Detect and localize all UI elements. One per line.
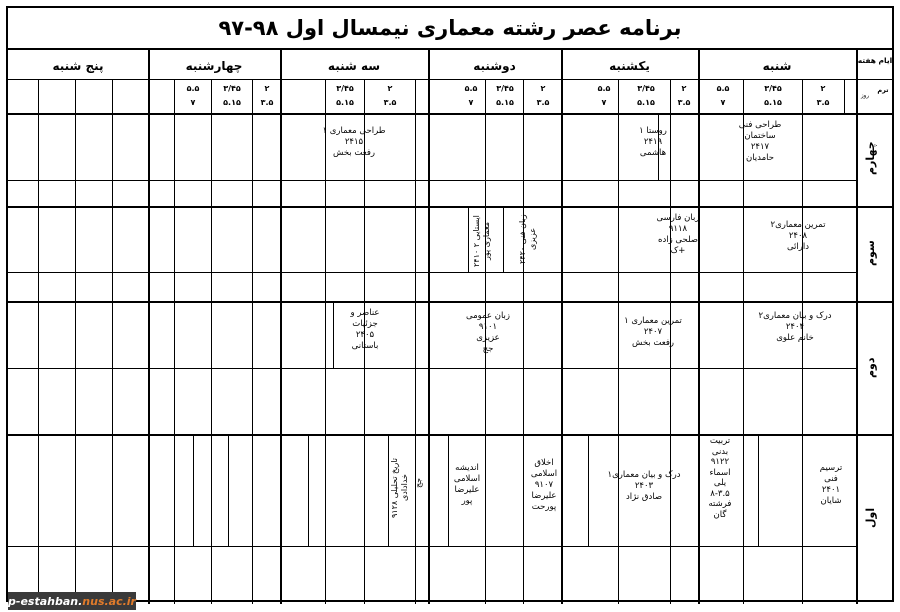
grid-line — [503, 206, 504, 272]
course-cell: ایستایی ۲ ۲۴۱۰ معماری پور — [472, 215, 491, 267]
time-start: ۲ — [540, 84, 546, 93]
course-cell: اخلاق اسلامی ۹۱۰۷ علیرضا پورحت — [530, 458, 558, 512]
course-cell: درک و بیان معماری۱ ۲۴۰۳ صادق نژاد — [607, 470, 681, 502]
day-saturday: شنبه — [762, 59, 792, 73]
grid-line — [698, 48, 700, 604]
day-monday: دوشنبه — [473, 59, 516, 73]
grid-line — [211, 79, 212, 604]
term-1-label: اول — [864, 507, 877, 529]
grid-line — [280, 48, 282, 604]
course-cell: اندیشه اسلامی علیرضا پور — [453, 463, 481, 506]
time-end: ۳.۵ — [536, 98, 550, 107]
time-end: ۳.۵ — [383, 98, 397, 107]
course-cell: زبان عمومی ۹۱۰۱ عزیزی جج — [465, 311, 511, 354]
time-label: ترم — [877, 86, 889, 94]
time-end: ۳.۵ — [260, 98, 274, 107]
time-end: ۷ — [468, 98, 474, 107]
grid-line — [8, 546, 856, 547]
course-cell: زبان فارسی ۹۱۱۸ صلحی زاده +ک — [656, 213, 700, 256]
time-end: ۷ — [720, 98, 726, 107]
grid-line — [228, 434, 229, 546]
schedule-sheet — [6, 6, 894, 608]
grid-line — [8, 368, 856, 369]
term-2-label: دوم — [864, 357, 877, 379]
course-cell: عناصر و جزئیات ۲۴۰۵ باستانی — [350, 308, 380, 351]
grid-line — [448, 434, 449, 546]
time-start: ۳/۴۵ — [637, 84, 655, 93]
grid-line — [193, 434, 194, 546]
time-end: ۷ — [190, 98, 196, 107]
time-end: ۳.۵ — [816, 98, 830, 107]
time-start: ۵.۵ — [186, 84, 200, 93]
grid-line — [8, 79, 892, 80]
course-cell: طراحی فنی ساختمان ۲۴۱۷ حامدیان — [738, 120, 782, 163]
day-sunday: یکشنبه — [609, 59, 650, 73]
grid-line — [174, 79, 175, 604]
page-title: برنامه عصر رشته معماری نیمسال اول ۹۸-۹۷ — [8, 8, 892, 50]
course-cell: تمرین معماری۲ ۲۴۰۸ دارائی — [770, 220, 826, 252]
grid-line — [415, 79, 416, 604]
course-cell: تربیت بدنی ۹۱۲۲ اسماء یلی ۸-۳.۵ فرشته گان — [708, 436, 732, 520]
grid-line — [8, 180, 856, 181]
grid-line — [308, 434, 309, 546]
time-end: ۵.۱۵ — [764, 98, 782, 107]
grid-line — [523, 79, 524, 604]
grid-line — [333, 301, 334, 368]
term-3-label: سوم — [864, 240, 877, 266]
grid-line — [38, 79, 39, 604]
time-end: ۵.۱۵ — [637, 98, 655, 107]
time-end: ۵.۱۵ — [336, 98, 354, 107]
grid-line — [8, 206, 892, 208]
site-url[interactable]: p-estahban. nus.ac.ir — [8, 592, 136, 610]
grid-line — [588, 434, 589, 546]
grid-line — [844, 79, 845, 113]
term-4-label: چهارم — [864, 141, 877, 175]
course-cell: روستا ۱ ۲۴۱۹ هاشمی — [639, 126, 667, 158]
course-cell: زبان فنی ۲۴۲۰ عزیزی — [518, 214, 537, 264]
grid-line — [8, 113, 892, 115]
grid-line — [8, 301, 892, 303]
grid-line — [252, 79, 253, 604]
ruz-label: روز — [861, 93, 869, 99]
course-cell: جج — [414, 477, 423, 489]
course-cell: ترسیم فنی ۲۴۰۱ شایان — [819, 463, 843, 506]
grid-line — [561, 48, 563, 604]
grid-line — [758, 434, 759, 546]
day-thursday: پنج شنبه — [52, 59, 104, 73]
time-start: ۲ — [387, 84, 393, 93]
time-start: ۳/۴۵ — [764, 84, 782, 93]
time-start: ۳/۴۵ — [336, 84, 354, 93]
time-end: ۷ — [601, 98, 607, 107]
time-start: ۳/۴۵ — [223, 84, 241, 93]
grid-line — [112, 79, 113, 604]
grid-line — [428, 48, 430, 604]
day-wednesday: چهارشنبه — [185, 59, 243, 73]
course-cell: تمرین معماری ۱ ۲۴۰۷ رفعت بخش — [624, 316, 682, 348]
course-cell: درک و بیان معماری۲ ۲۴۰۴ خانم علوی — [758, 311, 832, 343]
grid-line — [75, 79, 76, 604]
time-end: ۵.۱۵ — [223, 98, 241, 107]
time-start: ۲ — [820, 84, 826, 93]
grid-line — [856, 48, 858, 604]
time-start: ۲ — [681, 84, 687, 93]
grid-line — [388, 434, 389, 546]
time-start: ۲ — [264, 84, 270, 93]
days-label: ایام هفته — [857, 56, 893, 65]
time-end: ۵.۱۵ — [496, 98, 514, 107]
day-tuesday: سه شنبه — [327, 59, 381, 73]
time-start: ۳/۴۵ — [496, 84, 514, 93]
course-cell: تاریخ تحلیلی ۹۱۲۸ خدادادی — [390, 458, 409, 518]
time-start: ۵.۵ — [597, 84, 611, 93]
time-start: ۵.۵ — [464, 84, 478, 93]
grid-line — [468, 206, 469, 272]
grid-line — [8, 272, 856, 273]
grid-line — [148, 48, 150, 604]
grid-line — [8, 434, 892, 436]
course-cell: طراحی معماری ۱ ۲۴۱۵ رفعت بخش — [322, 126, 386, 158]
time-end: ۳.۵ — [677, 98, 691, 107]
time-start: ۵.۵ — [716, 84, 730, 93]
